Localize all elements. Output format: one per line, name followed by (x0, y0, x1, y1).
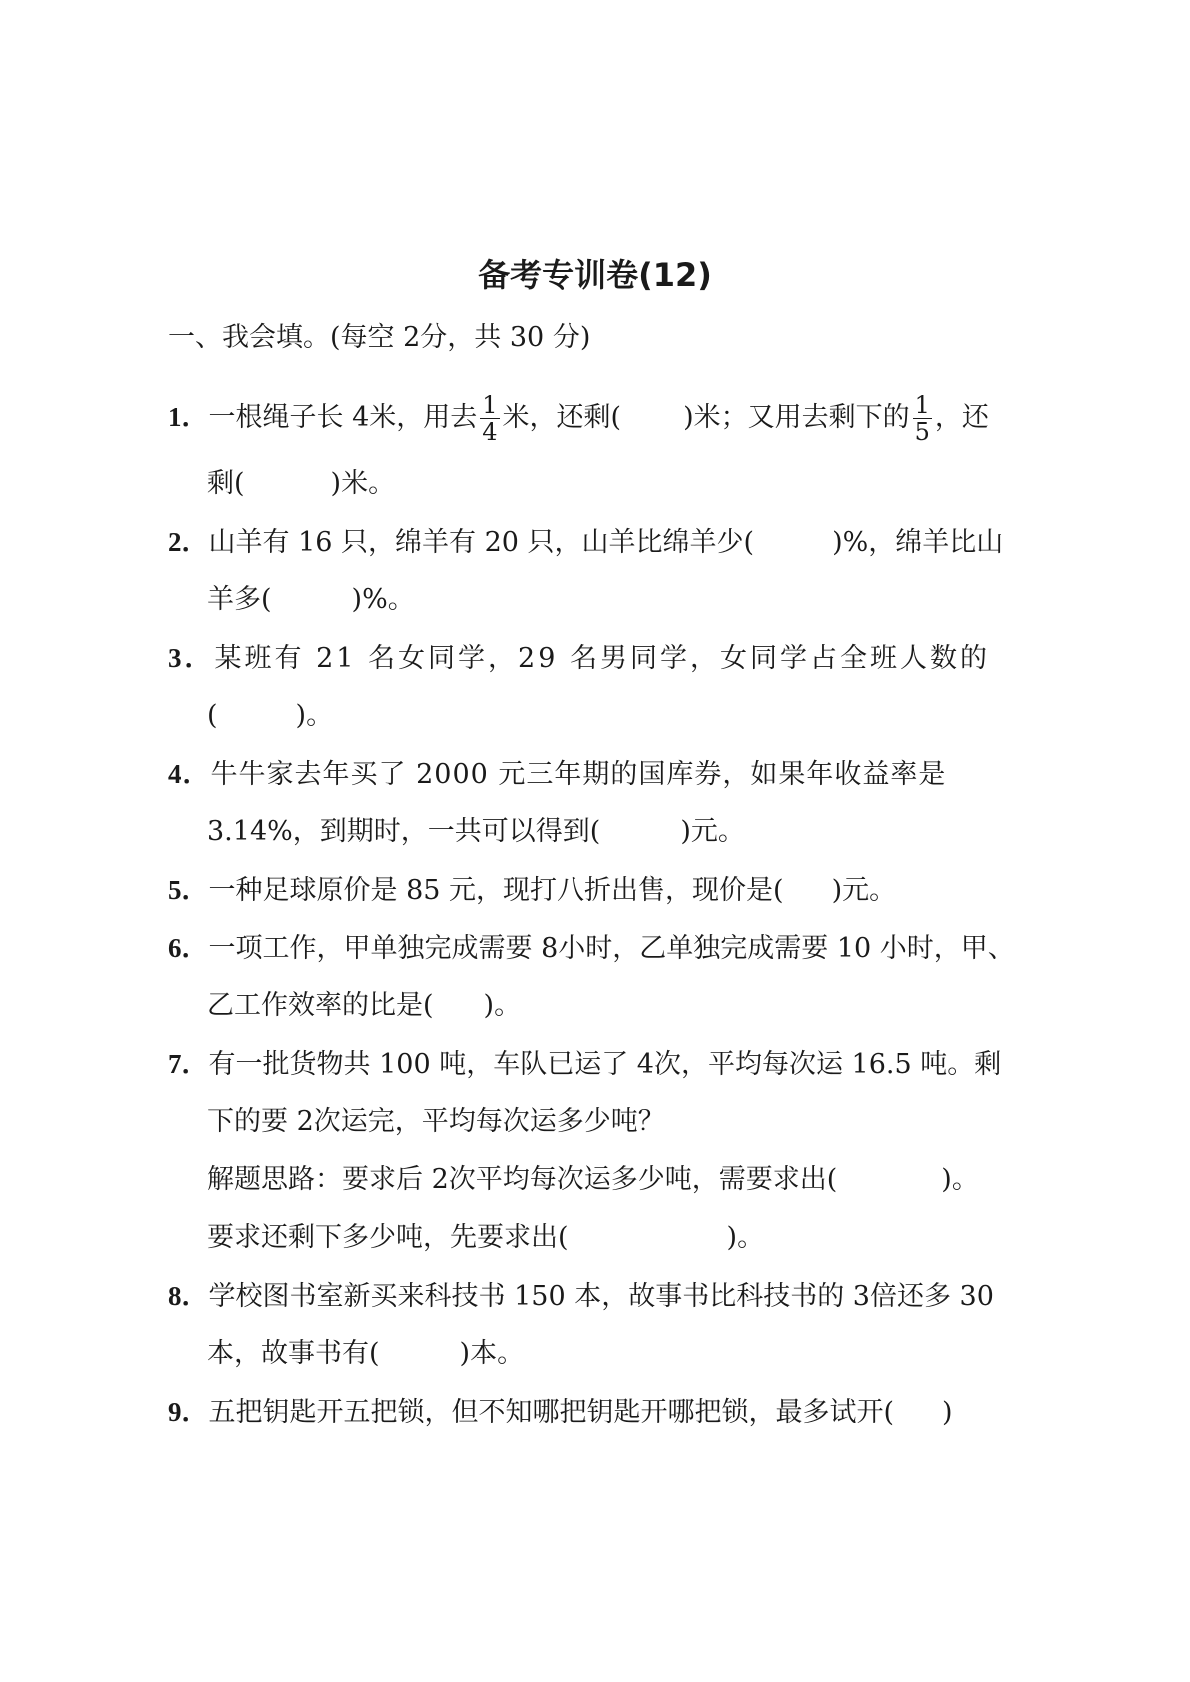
question-7-hint-1: 解题思路：要求后 2次平均每次运多少吨，需要求出( )。 (207, 1164, 979, 1195)
question-5: 5．一种足球原价是 85 元，现打八折出售，现价是( )元。 (168, 875, 897, 906)
section-heading: 一、我会填。(每空 2分，共 30 分) (168, 322, 591, 353)
question-number: 1． (168, 402, 209, 432)
question-2-line-2: 羊多( )%。 (207, 584, 415, 615)
question-9-line-1: 9．五把钥匙开五把锁，但不知哪把钥匙开哪把锁，最多试开( ) (168, 1397, 953, 1428)
question-4-line-1: 4．牛牛家去年买了 2000 元三年期的国库券，如果年收益率是 (168, 759, 947, 790)
question-number: 9． (168, 1397, 209, 1427)
question-8-line-1: 8．学校图书室新买来科技书 150 本，故事书比科技书的 3倍还多 30 (168, 1281, 994, 1312)
question-number: 4． (168, 759, 211, 789)
question-3-line-1: 3．某班有 21 名女同学，29 名男同学，女同学占全班人数的 (168, 643, 990, 674)
question-4-line-2: 3.14%，到期时，一共可以得到( )元。 (207, 816, 745, 847)
question-7-hint-2: 要求还剩下多少吨，先要求出( )。 (207, 1222, 765, 1253)
question-1-line-2: 剩( )米。 (207, 468, 396, 499)
question-8-line-2: 本，故事书有( )本。 (207, 1338, 525, 1369)
question-7-line-1: 7．有一批货物共 100 吨，车队已运了 4次，平均每次运 16.5 吨。剩 (168, 1049, 1002, 1080)
question-number: 8． (168, 1281, 209, 1311)
question-2-line-1: 2．山羊有 16 只，绵羊有 20 只，山羊比绵羊少( )%，绵羊比山 (168, 527, 1004, 558)
page-title: 备考专训卷(12) (478, 256, 712, 294)
fraction-one-quarter: $\frac{1}{4}$ (482, 391, 498, 446)
question-number: 5． (168, 875, 209, 905)
question-number: 6． (168, 933, 209, 963)
question-number: 3． (168, 643, 215, 673)
fraction-one-fifth: $\frac{1}{5}$ (914, 391, 930, 446)
question-number: 7． (168, 1049, 209, 1079)
question-3-line-2: ( )。 (207, 700, 334, 731)
question-6-line-2: 乙工作效率的比是( )。 (207, 990, 522, 1021)
question-number: 2． (168, 527, 209, 557)
question-6-line-1: 6．一项工作，甲单独完成需要 8小时，乙单独完成需要 10 小时，甲、 (168, 933, 1015, 964)
question-7-line-2: 下的要 2次运完，平均每次运多少吨？ (207, 1106, 665, 1137)
question-1-line-1: 1．一根绳子长 4米，用去 $\frac{1}{4}$ 米，还剩( )米；又用去剩下的 $\frac{1}{5}$ ，还 (168, 391, 989, 446)
